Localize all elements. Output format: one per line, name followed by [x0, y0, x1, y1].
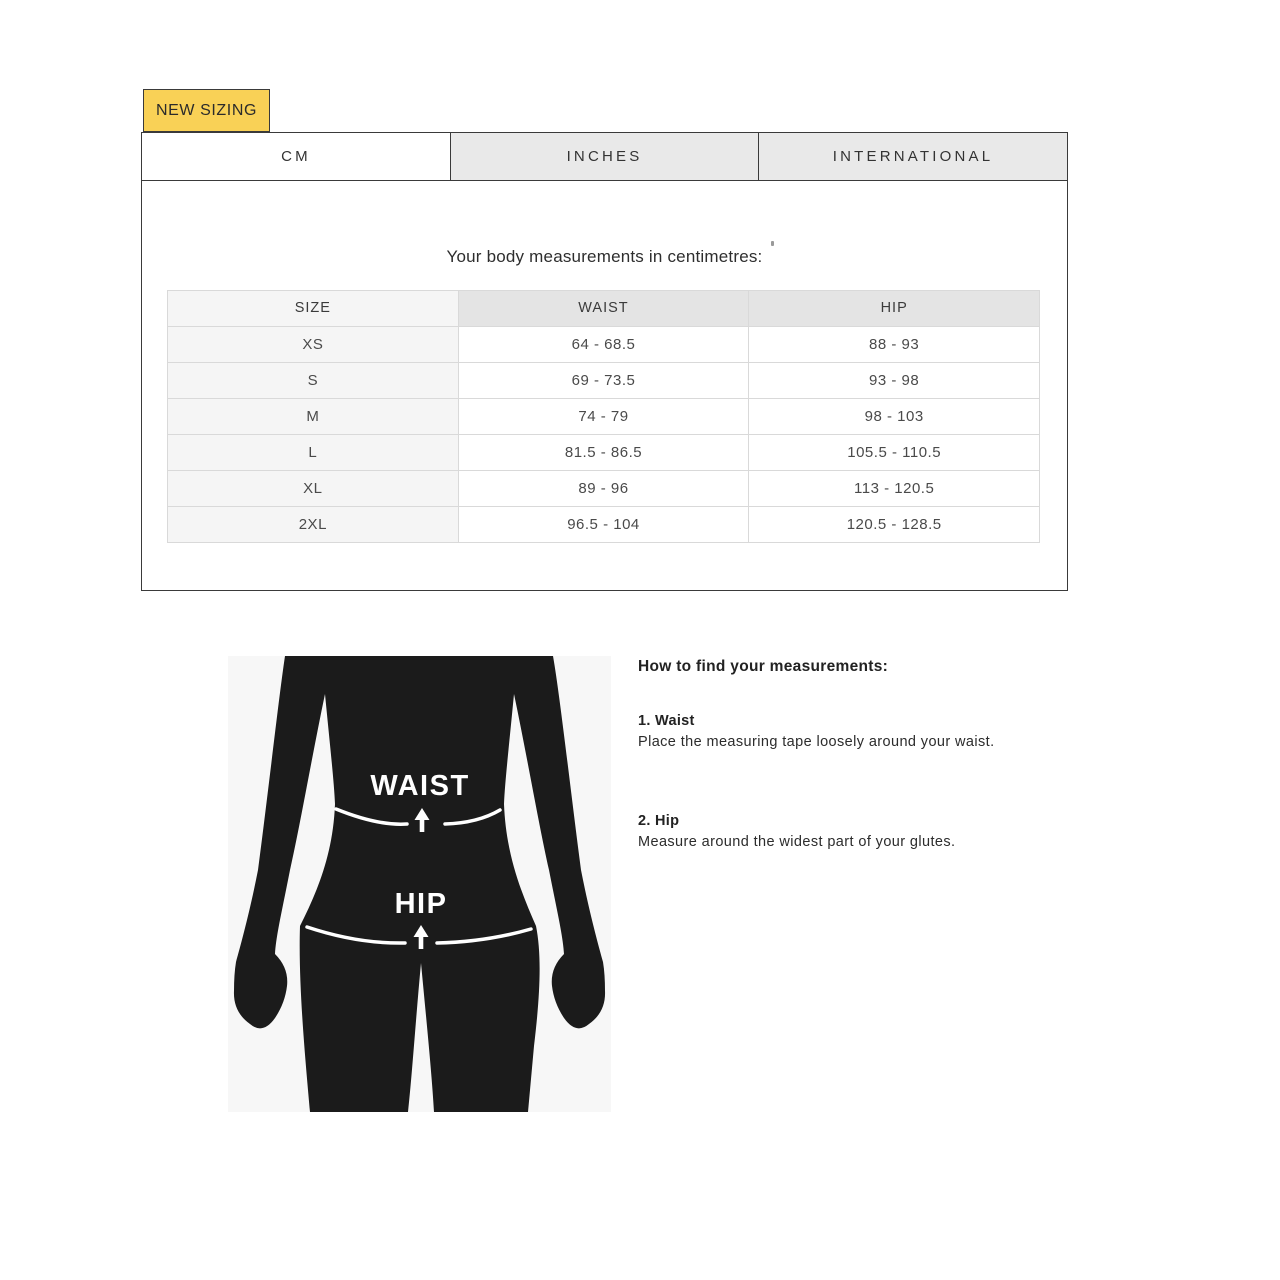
hip-label: HIP [394, 888, 448, 920]
cell-hip: 93 - 98 [749, 362, 1040, 398]
table-row [168, 398, 1040, 434]
cell-waist: 74 - 79 [458, 398, 749, 434]
measurements-panel [141, 180, 1068, 591]
hip-arrow-stem [419, 936, 424, 949]
body-measurement-diagram [228, 656, 611, 1112]
instructions-section [638, 658, 1078, 850]
cell-waist: 96.5 - 104 [458, 506, 749, 542]
body-silhouette-illustration [228, 656, 611, 1112]
cell-size: 2XL [168, 506, 459, 542]
cell-hip: 88 - 93 [749, 326, 1040, 362]
cell-hip: 120.5 - 128.5 [749, 506, 1040, 542]
cell-waist: 69 - 73.5 [458, 362, 749, 398]
cell-waist: 81.5 - 86.5 [458, 434, 749, 470]
unit-tabs [141, 132, 1068, 181]
table-row [168, 362, 1040, 398]
waist-arrow-stem [420, 819, 425, 832]
table-header-row [168, 290, 1040, 326]
instructions-title: How to find your measurements: [638, 658, 889, 675]
stray-mark [771, 241, 774, 246]
cell-size: XL [168, 470, 459, 506]
tab-inches[interactable]: INCHES [450, 132, 760, 181]
panel-title: Your body measurements in centimetres: [446, 246, 763, 266]
waist-label: WAIST [370, 770, 470, 802]
body-silhouette-shape [234, 656, 605, 1112]
step-1-text: Place the measuring tape loosely around your waist. [638, 734, 995, 750]
cell-size: M [168, 398, 459, 434]
cell-size: XS [168, 326, 459, 362]
header-waist: WAIST [458, 290, 749, 326]
cell-size: L [168, 434, 459, 470]
cell-hip: 98 - 103 [749, 398, 1040, 434]
tab-international[interactable]: INTERNATIONAL [758, 132, 1068, 181]
table-row [168, 470, 1040, 506]
step-1-heading: 1. Waist [638, 713, 695, 729]
cell-hip: 105.5 - 110.5 [749, 434, 1040, 470]
header-size: SIZE [168, 290, 459, 326]
table-row [168, 434, 1040, 470]
cell-waist: 89 - 96 [458, 470, 749, 506]
size-table [167, 290, 1040, 543]
table-row [168, 506, 1040, 542]
step-2-heading: 2. Hip [638, 813, 680, 829]
cell-hip: 113 - 120.5 [749, 470, 1040, 506]
tab-cm[interactable]: CM [141, 132, 451, 181]
header-hip: HIP [749, 290, 1040, 326]
new-sizing-badge [143, 89, 270, 132]
new-sizing-badge-label: NEW SIZING [155, 101, 258, 119]
table-row [168, 326, 1040, 362]
cell-size: S [168, 362, 459, 398]
cell-waist: 64 - 68.5 [458, 326, 749, 362]
step-2-text: Measure around the widest part of your glutes. [638, 834, 956, 850]
